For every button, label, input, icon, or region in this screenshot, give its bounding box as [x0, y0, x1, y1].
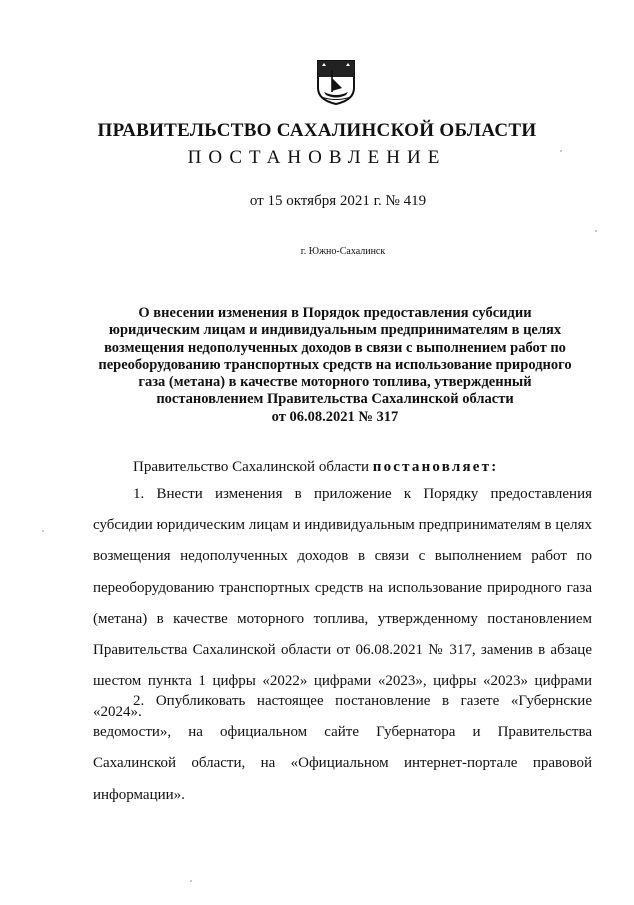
subject-line: постановлением Правительства Сахалинской области: [156, 391, 514, 408]
organization-title: ПРАВИТЕЛЬСТВО САХАЛИНСКОЙ ОБЛАСТИ: [97, 120, 537, 141]
preamble-decree: постановляет:: [372, 459, 499, 475]
scan-speck: [560, 150, 562, 152]
subject-line: от 06.08.2021 № 317: [271, 408, 399, 425]
subject-line: газа (метана) в качестве моторного топлива, утвержденный: [138, 374, 532, 391]
paragraph-1: 1. Внести изменения в приложение к Порядку предоставления субсидии юридическим лицам и индивидуальным предпринимателям в целях возмещения недополученных доходов в связи с выполнением работ по переоборудованию транспортных средств на использование природного газа (метана) в качестве моторного топлива, утвержденному постановлением Правительства Сахалинской области от 06.08.2021 № 317, заменив в абзаце шестом пункта 1 цифры «2022» цифрами «2023», цифры «2023» цифрами «2024».: [93, 486, 592, 721]
subject-line: возмещения недополученных доходов в связи с выполнением работ по: [104, 339, 566, 356]
scan-speck: [595, 230, 597, 232]
subject-line: юридическим лицам и индивидуальным предпринимателям в целях: [108, 322, 562, 339]
document-city: г. Южно-Сахалинск: [300, 246, 386, 257]
paragraph-2: 2. Опубликовать настоящее постановление в газете «Губернские ведомости», на официальном сайте Губернатора и Правительства Сахалинской области, на «Официальном интернет-портале правовой информации».: [93, 693, 592, 803]
subject-line: переоборудованию транспортных средств на использование природного: [98, 356, 572, 373]
sakhalin-coat-of-arms-icon: [315, 58, 357, 106]
scan-speck: [42, 530, 44, 532]
scan-speck: [190, 880, 192, 882]
preamble: [133, 459, 498, 476]
preamble-prefix: Правительство Сахалинской области: [133, 459, 369, 475]
document-date-number: от 15 октября 2021 г. № 419: [249, 193, 427, 209]
subject-line: О внесении изменения в Порядок предоставления субсидии: [138, 305, 532, 321]
document-subject: [85, 305, 585, 426]
document-type: ПОСТАНОВЛЕНИЕ: [187, 147, 447, 168]
